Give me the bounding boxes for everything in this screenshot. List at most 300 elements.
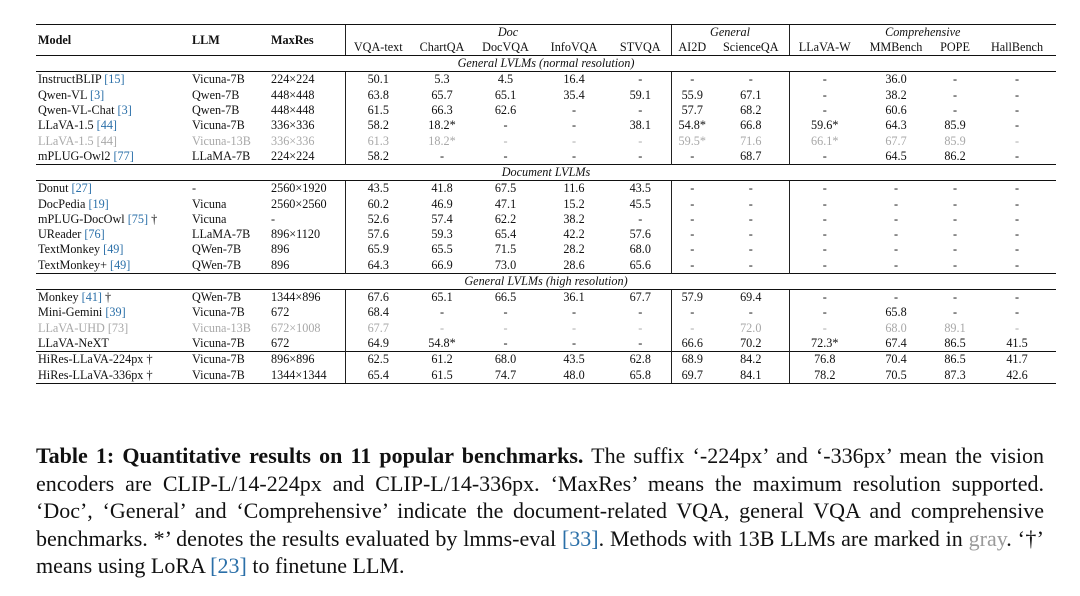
citation-link[interactable]: [39]: [105, 305, 126, 320]
model-name: Monkey: [38, 290, 79, 305]
score-cell: 71.5: [494, 242, 517, 257]
score-cell: 86.5: [932, 352, 978, 368]
maxres-cell: 896×1120: [271, 227, 321, 242]
score-cell: -: [671, 258, 713, 274]
score-cell: 67.7: [345, 321, 411, 336]
score-cell: 57.9: [671, 290, 713, 306]
score-cell: 74.7: [473, 368, 538, 384]
score-cell: -: [952, 211, 958, 226]
score-cell: 28.2: [563, 242, 585, 257]
score-cell: 86.5: [944, 336, 966, 351]
score-cell: -: [893, 211, 899, 226]
score-cell: 64.3: [885, 118, 907, 133]
score-cell: 62.2: [494, 211, 517, 226]
score-cell: -: [893, 196, 899, 211]
table-row: [36, 103, 1056, 118]
citation-link[interactable]: [49]: [110, 257, 131, 272]
score-cell: 72.3*: [789, 336, 860, 352]
score-cell: 4.5: [497, 72, 514, 87]
score-cell: 42.2: [563, 227, 585, 242]
score-cell: -: [1014, 102, 1020, 117]
llm-cell: LLaMA-7B: [192, 148, 251, 163]
header-benchmark: ScienceQA: [713, 40, 789, 56]
citation-link[interactable]: [3]: [90, 87, 105, 102]
score-cell: -: [671, 196, 713, 211]
score-cell: 68.4: [345, 305, 411, 320]
score-cell: 65.6: [629, 257, 651, 272]
table-row: [36, 212, 1056, 227]
score-cell: 62.5: [345, 352, 411, 368]
score-cell: -: [571, 133, 577, 148]
score-cell: 68.0: [885, 320, 907, 335]
score-cell: 58.2: [345, 149, 411, 165]
score-cell: 46.9: [431, 196, 453, 211]
model-name: UReader: [38, 227, 82, 242]
score-cell: -: [893, 257, 899, 272]
score-cell: 36.0: [885, 72, 907, 87]
score-cell: -: [503, 133, 508, 148]
score-cell: -: [952, 305, 958, 320]
score-cell: 65.4: [494, 227, 517, 242]
caption-title: Quantitative results on 11 popular benchmarks.: [122, 443, 584, 468]
model-name: HiRes-LLaVA-336px: [38, 367, 144, 382]
score-cell: -: [789, 242, 860, 257]
score-cell: -: [1014, 118, 1020, 133]
score-cell: -: [1014, 242, 1020, 257]
score-cell: 71.6: [740, 133, 762, 148]
maxres-cell: 1344×1344: [269, 368, 345, 384]
score-cell: 57.4: [431, 211, 453, 226]
lora-dagger-mark: †: [146, 367, 153, 382]
score-cell: 67.5: [494, 181, 517, 196]
maxres-cell: 336×336: [271, 133, 315, 148]
score-cell: -: [1014, 87, 1020, 102]
score-cell: 54.8*: [428, 336, 456, 351]
llm-cell: Vicuna-13B: [192, 133, 251, 148]
table-row: [36, 258, 1056, 274]
score-cell: -: [789, 212, 860, 227]
citation-link[interactable]: [73]: [107, 320, 129, 335]
score-cell: -: [1014, 181, 1020, 196]
score-cell: -: [748, 181, 753, 196]
score-cell: -: [893, 227, 899, 242]
score-cell: -: [789, 321, 860, 336]
llm-cell: -: [192, 181, 197, 196]
table-row: [36, 88, 1056, 103]
model-name: TextMonkey+: [38, 257, 107, 272]
score-cell: 59.5*: [671, 133, 713, 148]
score-cell: 54.8*: [671, 118, 713, 133]
score-cell: 86.2: [944, 148, 966, 163]
maxres-cell: 2560×1920: [271, 181, 327, 196]
header-maxres: MaxRes: [269, 25, 345, 56]
section-title: General LVLMs (high resolution): [36, 273, 1056, 289]
score-cell: -: [1014, 196, 1020, 211]
score-cell: 63.8: [345, 88, 411, 103]
llm-cell: Qwen-7B: [192, 102, 240, 117]
score-cell: 65.8: [885, 305, 907, 320]
score-cell: 57.6: [345, 227, 411, 242]
score-cell: -: [671, 321, 713, 336]
table-row: [36, 118, 1056, 133]
score-cell: 68.7: [740, 148, 762, 163]
score-cell: -: [748, 227, 753, 242]
results-table: [36, 24, 1056, 384]
score-cell: -: [789, 196, 860, 211]
citation-link[interactable]: [19]: [88, 196, 109, 211]
score-cell: 65.1: [494, 87, 517, 102]
caption-label: Table 1:: [36, 443, 115, 468]
score-cell: -: [671, 149, 713, 165]
lora-dagger-mark: †: [105, 290, 112, 305]
maxres-cell: 896: [271, 257, 290, 272]
maxres-cell: 672: [271, 336, 290, 351]
score-cell: 67.1: [740, 87, 762, 102]
model-cell: [36, 258, 190, 274]
caption-text-2: . Methods with 13B LLMs are marked in: [598, 525, 969, 551]
model-cell: [36, 103, 190, 118]
score-cell: 48.0: [538, 368, 610, 384]
table-row: [36, 352, 1056, 368]
score-cell: -: [671, 227, 713, 242]
score-cell: -: [952, 196, 958, 211]
header-benchmark: DocVQA: [473, 40, 538, 56]
score-cell: -: [671, 242, 713, 257]
table-row: [36, 72, 1056, 88]
score-cell: 52.6: [345, 212, 411, 227]
score-cell: -: [1014, 227, 1020, 242]
citation-link[interactable]: [44]: [96, 133, 117, 148]
llm-cell: Vicuna-7B: [192, 118, 245, 133]
score-cell: -: [503, 148, 508, 163]
model-name: mPLUG-Owl2: [38, 148, 111, 163]
score-cell: 70.4: [860, 352, 932, 368]
model-cell: [36, 227, 190, 242]
score-cell: 72.0: [740, 320, 762, 335]
caption-ref-lora[interactable]: [23]: [210, 553, 247, 579]
header-benchmark: HallBench: [978, 40, 1056, 56]
score-cell: -: [952, 290, 958, 305]
citation-link[interactable]: [76]: [84, 227, 105, 242]
model-cell: [36, 368, 190, 384]
model-cell: [36, 181, 190, 197]
score-cell: 35.4: [563, 87, 585, 102]
score-cell: -: [893, 242, 899, 257]
score-cell: 68.0: [473, 352, 538, 368]
model-cell: [36, 242, 190, 257]
score-cell: 47.1: [494, 196, 517, 211]
header-benchmark: POPE: [932, 40, 978, 56]
score-cell: -: [789, 227, 860, 242]
maxres-cell: 672×1008: [271, 320, 321, 335]
score-cell: 41.7: [978, 352, 1056, 368]
score-cell: -: [503, 320, 508, 335]
section-header-row: [36, 273, 1056, 289]
model-cell: [36, 352, 190, 368]
table-row: [36, 290, 1056, 306]
citation-link[interactable]: [15]: [104, 72, 125, 87]
score-cell: -: [952, 87, 958, 102]
section-header-row: [36, 165, 1056, 181]
score-cell: -: [439, 320, 445, 335]
score-cell: 67.6: [345, 290, 411, 306]
score-cell: 61.3: [345, 133, 411, 148]
model-cell: [36, 72, 190, 88]
model-name: Mini-Gemini: [38, 305, 103, 320]
score-cell: -: [638, 72, 643, 87]
score-cell: 41.8: [431, 181, 453, 196]
model-name: TextMonkey: [38, 242, 101, 257]
score-cell: -: [789, 72, 860, 88]
score-cell: -: [671, 72, 713, 88]
llm-cell: Vicuna-7B: [192, 305, 245, 320]
score-cell: -: [748, 242, 753, 257]
model-cell: [36, 196, 190, 211]
score-cell: -: [748, 196, 753, 211]
score-cell: -: [789, 290, 860, 306]
score-cell: 61.5: [411, 368, 473, 384]
score-cell: 18.2*: [428, 118, 456, 133]
score-cell: 61.2: [411, 352, 473, 368]
score-cell: -: [571, 336, 577, 351]
score-cell: 84.1: [713, 368, 789, 384]
maxres-cell: 224×224: [271, 148, 315, 163]
score-cell: 64.5: [885, 148, 907, 163]
score-cell: 11.6: [563, 181, 585, 196]
score-cell: -: [789, 305, 860, 320]
maxres-cell: 896×896: [269, 352, 345, 368]
score-cell: 18.2*: [428, 133, 456, 148]
score-cell: 59.1: [629, 87, 651, 102]
llm-cell: LLaMA-7B: [192, 227, 251, 242]
score-cell: 50.1: [345, 72, 411, 88]
score-cell: 78.2: [789, 368, 860, 384]
score-cell: 67.7: [629, 290, 651, 305]
score-cell: -: [638, 336, 643, 351]
maxres-cell: 448×448: [271, 102, 315, 117]
score-cell: 38.2: [563, 211, 585, 226]
score-cell: -: [789, 181, 860, 197]
citation-link[interactable]: [27]: [71, 181, 92, 196]
llm-cell: Vicuna: [192, 211, 227, 226]
score-cell: -: [1014, 148, 1020, 163]
score-cell: 66.9: [431, 257, 453, 272]
score-cell: 68.9: [671, 352, 713, 368]
score-cell: -: [952, 181, 958, 196]
score-cell: -: [789, 88, 860, 103]
score-cell: 65.1: [431, 290, 453, 305]
score-cell: 67.4: [885, 336, 907, 351]
llm-cell: Vicuna-7B: [190, 368, 269, 384]
score-cell: 45.5: [629, 196, 651, 211]
maxres-cell: -: [271, 211, 276, 226]
maxres-cell: 336×336: [271, 118, 315, 133]
llm-cell: Vicuna-7B: [192, 336, 245, 351]
score-cell: 43.5: [538, 352, 610, 368]
score-cell: 59.6*: [789, 118, 860, 133]
score-cell: -: [1014, 257, 1020, 272]
model-cell: [36, 133, 190, 148]
table-row: [36, 336, 1056, 352]
llm-cell: Qwen-7B: [192, 87, 240, 102]
score-cell: -: [571, 118, 577, 133]
score-cell: -: [571, 102, 577, 117]
score-cell: 60.6: [885, 102, 907, 117]
model-name: InstructBLIP: [38, 72, 102, 87]
maxres-cell: 1344×896: [271, 290, 321, 305]
header-model: Model: [36, 25, 190, 56]
table-row: [36, 181, 1056, 197]
score-cell: 85.9: [944, 133, 966, 148]
llm-cell: Vicuna-7B: [190, 352, 269, 368]
header-benchmark: STVQA: [610, 40, 671, 56]
score-cell: -: [571, 305, 577, 320]
score-cell: 43.5: [629, 181, 651, 196]
llm-cell: QWen-7B: [192, 242, 242, 257]
score-cell: -: [1014, 320, 1020, 335]
score-cell: 41.5: [1006, 336, 1028, 351]
header-benchmark: MMBench: [860, 40, 932, 56]
score-cell: 84.2: [713, 352, 789, 368]
score-cell: -: [1014, 290, 1020, 305]
llm-cell: Vicuna-7B: [192, 72, 245, 87]
model-name: LLaVA-NeXT: [38, 336, 109, 351]
score-cell: -: [1014, 211, 1020, 226]
score-cell: -: [638, 148, 643, 163]
score-cell: -: [1014, 72, 1020, 87]
table-caption: [36, 442, 1044, 580]
citation-link[interactable]: [41]: [81, 290, 102, 305]
score-cell: 65.9: [345, 242, 411, 257]
score-cell: 38.2: [885, 87, 907, 102]
header-llm: LLM: [190, 25, 269, 56]
llm-cell: QWen-7B: [192, 290, 242, 305]
score-cell: -: [439, 148, 445, 163]
score-cell: 85.9: [944, 118, 966, 133]
score-cell: 67.7: [885, 133, 907, 148]
caption-text-3: . ‘†’ means using LoRA: [36, 525, 1044, 579]
header-group-general: General: [671, 25, 789, 41]
citation-link[interactable]: [3]: [117, 102, 132, 117]
table-row: [36, 149, 1056, 165]
score-cell: 60.2: [345, 196, 411, 211]
table-row: [36, 368, 1056, 384]
score-cell: 68.2: [740, 102, 762, 117]
score-cell: -: [893, 181, 899, 196]
section-header-row: [36, 56, 1056, 72]
caption-ref-lmms-eval[interactable]: [33]: [561, 525, 599, 551]
score-cell: 69.7: [671, 368, 713, 384]
caption-text-1: The suffix ‘-224px’ and ‘-336px’ mean the vision encoders are CLIP-L/14-224px and CLIP-L/14-336px. ‘MaxRes’ means the maximum resolution supported. ‘Doc’, ‘General’ and ‘Comprehensive’ indicate the document-related VQA, general VQA and comprehensive benchmarks. *’ denotes the results evaluated by lmms-eval: [36, 443, 1045, 551]
score-cell: 62.8: [610, 352, 671, 368]
score-cell: -: [638, 211, 643, 226]
model-name: Donut: [38, 181, 69, 196]
score-cell: -: [952, 72, 958, 87]
section-title: General LVLMs (normal resolution): [36, 56, 1056, 72]
llm-cell: Vicuna-13B: [192, 320, 251, 335]
score-cell: 16.4: [563, 72, 585, 87]
score-cell: 65.4: [345, 368, 411, 384]
score-cell: -: [671, 212, 713, 227]
score-cell: -: [1014, 133, 1020, 148]
score-cell: 66.5: [494, 290, 517, 305]
caption-gray-word: gray: [968, 525, 1007, 551]
table-row: [36, 305, 1056, 320]
table-row: [36, 321, 1056, 336]
score-cell: -: [1014, 305, 1020, 320]
score-cell: 64.3: [345, 258, 411, 274]
maxres-cell: 896: [271, 242, 290, 257]
caption-text-4: to finetune LLM.: [246, 553, 405, 579]
score-cell: 57.6: [629, 227, 651, 242]
score-cell: 62.6: [494, 102, 517, 117]
score-cell: 57.7: [671, 103, 713, 118]
score-cell: 65.8: [610, 368, 671, 384]
header-benchmark: ChartQA: [411, 40, 473, 56]
score-cell: 65.7: [431, 87, 453, 102]
score-cell: -: [571, 148, 577, 163]
score-cell: 42.6: [978, 368, 1056, 384]
score-cell: 55.9: [671, 88, 713, 103]
score-cell: 76.8: [789, 352, 860, 368]
header-benchmark: InfoVQA: [538, 40, 610, 56]
score-cell: -: [789, 258, 860, 274]
score-cell: -: [638, 133, 643, 148]
score-cell: -: [748, 305, 753, 320]
score-cell: -: [671, 181, 713, 197]
score-cell: 65.5: [431, 242, 453, 257]
model-cell: [36, 305, 190, 320]
header-benchmark: LLaVA-W: [789, 40, 860, 56]
citation-link[interactable]: [75]: [127, 211, 149, 226]
score-cell: -: [789, 149, 860, 165]
score-cell: 73.0: [494, 257, 517, 272]
score-cell: -: [789, 103, 860, 118]
score-cell: 61.5: [345, 103, 411, 118]
score-cell: -: [952, 227, 958, 242]
citation-link[interactable]: [44]: [96, 118, 117, 133]
score-cell: -: [571, 320, 577, 335]
maxres-cell: 448×448: [271, 87, 315, 102]
model-cell: [36, 118, 190, 133]
model-cell: [36, 212, 190, 227]
section-title: Document LVLMs: [36, 165, 1056, 181]
lora-dagger-mark: †: [146, 352, 153, 367]
score-cell: 38.1: [629, 118, 651, 133]
llm-cell: QWen-7B: [192, 257, 242, 272]
lora-dagger-mark: †: [151, 211, 158, 226]
score-cell: -: [638, 102, 643, 117]
model-name: LLaVA-1.5: [38, 133, 94, 148]
score-cell: -: [893, 290, 899, 305]
score-cell: 66.8: [740, 118, 762, 133]
llm-cell: Vicuna: [192, 196, 227, 211]
score-cell: 59.3: [431, 227, 453, 242]
score-cell: -: [503, 118, 508, 133]
score-cell: -: [748, 211, 753, 226]
score-cell: 5.3: [434, 72, 450, 87]
header-benchmark: AI2D: [671, 40, 713, 56]
citation-link[interactable]: [77]: [113, 148, 134, 163]
score-cell: 66.1*: [789, 133, 860, 148]
score-cell: -: [748, 72, 753, 87]
citation-link[interactable]: [49]: [103, 242, 124, 257]
table-row: [36, 133, 1056, 148]
header-benchmark: VQA-text: [345, 40, 411, 56]
model-cell: [36, 149, 190, 165]
score-cell: 15.2: [563, 196, 585, 211]
score-cell: 64.9: [345, 336, 411, 352]
